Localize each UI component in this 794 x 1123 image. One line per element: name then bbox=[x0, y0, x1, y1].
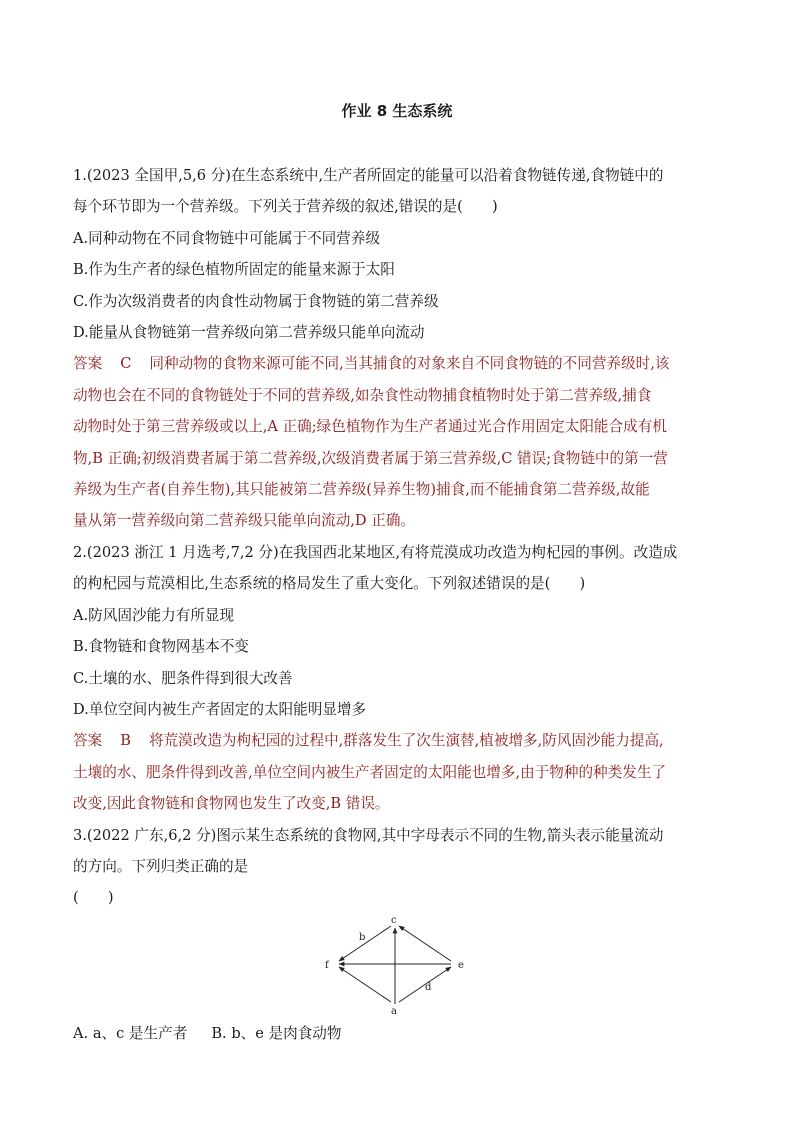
question-1-explanation-line: 量从第一营养级向第二营养级只能单向流动,D 正确。 bbox=[73, 512, 416, 530]
answer-label: 答案 bbox=[73, 732, 103, 750]
question-1-explanation-line: 物,B 正确;初级消费者属于第二营养级,次级消费者属于第三营养级,C 错误;食物链中的第一营 bbox=[73, 449, 668, 467]
answer-letter: C bbox=[120, 355, 132, 373]
question-3-stem-line: 的方向。下列归类正确的是 bbox=[73, 857, 249, 875]
question-2-stem-line: 的枸杞园与荒漠相比,生态系统的格局发生了重大变化。下列叙述错误的是( ) bbox=[73, 575, 586, 593]
question-2-option-c: C.土壤的水、肥条件得到很大改善 bbox=[73, 669, 293, 687]
question-1-stem-line: 每个环节即为一个营养级。下列关于营养级的叙述,错误的是( ) bbox=[73, 198, 498, 216]
question-3-option-b: B. b、e 是肉食动物 bbox=[211, 1024, 342, 1042]
answer-explanation: 将荒漠改造为枸杞园的过程中,群落发生了次生演替,植被增多,防风固沙能力提高, bbox=[148, 732, 664, 750]
question-3-option-a: A. a、c 是生产者 bbox=[73, 1024, 188, 1042]
question-2-explanation-line: 土壤的水、肥条件得到改善,单位空间内被生产者固定的太阳能也增多,由于物种的种类发生了 bbox=[73, 763, 667, 781]
question-2-stem-line: 2.(2023 浙江 1 月选考,7,2 分)在我国西北某地区,有将荒漠成功改造为枸杞园的事例。改造成 bbox=[73, 543, 678, 561]
question-1-option-a: A.同种动物在不同食物链中可能属于不同营养级 bbox=[73, 229, 381, 247]
question-1-explanation-line: 养级为生产者(自养生物),其只能被第二营养级(异养生物)捕食,而不能捕食第二营养级,故能 bbox=[73, 481, 650, 499]
question-2-explanation-line: 改变,因此食物链和食物网也发生了改变,B 错误。 bbox=[73, 795, 390, 813]
question-1-stem-line: 1.(2023 全国甲,5,6 分)在生态系统中,生产者所固定的能量可以沿着食物链传递,食物链中的 bbox=[73, 167, 664, 184]
question-2-option-a: A.防风固沙能力有所显现 bbox=[73, 606, 235, 624]
question-3 bbox=[73, 820, 723, 1050]
arrow-a-to-f bbox=[339, 967, 391, 1002]
question-2-answer bbox=[73, 725, 723, 756]
question-3-options bbox=[73, 1018, 723, 1049]
question-1-explanation-line: 动物时处于第三营养级或以上,A 正确;绿色植物作为生产者通过光合作用固定太阳能合成有机 bbox=[73, 418, 667, 436]
answer-label: 答案 bbox=[73, 355, 103, 373]
node-label-c: c bbox=[391, 914, 397, 926]
question-3-stem-line: ( ) bbox=[73, 889, 114, 907]
page-title: 作业 8 生态系统 bbox=[341, 102, 453, 120]
question-1-explanation-line: 动物也会在不同的食物链处于不同的营养级,如杂食性动物捕食植物时处于第二营养级,捕食 bbox=[73, 386, 652, 404]
question-3-stem-line: 3.(2022 广东,6,2 分)图示某生态系统的食物网,其中字母表示不同的生物,箭头表示能量流动 bbox=[73, 826, 664, 844]
node-label-f: f bbox=[325, 959, 329, 971]
node-label-d: d bbox=[425, 981, 432, 993]
question-1 bbox=[73, 160, 723, 537]
answer-letter: B bbox=[120, 732, 131, 750]
question-2-option-d: D.单位空间内被生产者固定的太阳能明显增多 bbox=[73, 700, 367, 718]
question-1-option-d: D.能量从食物链第一营养级向第二营养级只能单向流动 bbox=[73, 324, 425, 342]
node-label-e: e bbox=[458, 959, 464, 971]
question-2 bbox=[73, 537, 723, 820]
node-label-a: a bbox=[391, 1005, 397, 1014]
question-1-answer bbox=[73, 348, 723, 379]
question-1-option-c: C.作为次级消费者的肉食性动物属于食物链的第二营养级 bbox=[73, 292, 439, 310]
node-label-b: b bbox=[359, 931, 366, 943]
food-web-diagram bbox=[325, 914, 465, 1014]
arrow-e-to-c bbox=[399, 926, 451, 961]
question-1-option-b: B.作为生产者的绿色植物所固定的能量来源于太阳 bbox=[73, 261, 395, 279]
food-web-diagram-area bbox=[73, 914, 723, 1018]
document-body bbox=[73, 160, 723, 1049]
answer-explanation: 同种动物的食物来源可能不同,当其捕食的对象来自不同食物链的不同营养级时,该 bbox=[149, 355, 670, 373]
question-2-option-b: B.食物链和食物网基本不变 bbox=[73, 638, 249, 656]
